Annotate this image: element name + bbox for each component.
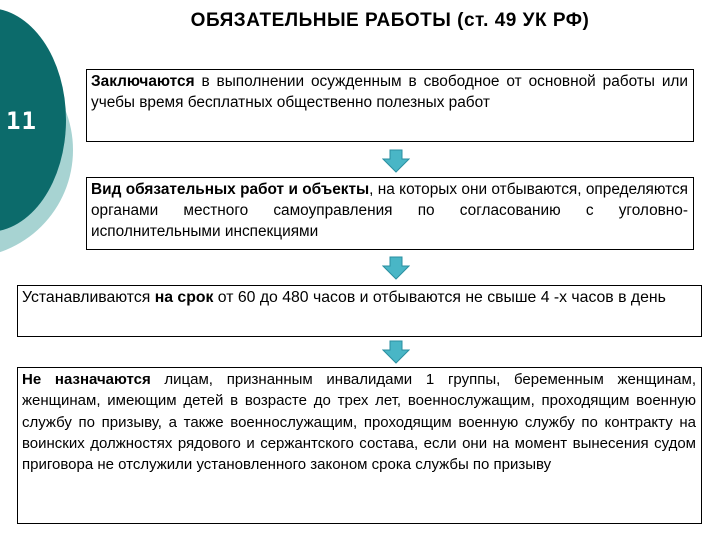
block-performed [86,69,694,142]
block-types-text: , на которых они отбываются, определяются органами местного самоуправления по согласованию с уголовно-исполнительными инспекциями [91,181,688,240]
block-not-assigned [17,367,702,524]
block-not-assigned-text: лицам, признанным инвалидами 1 группы, беременным женщинам, женщинам, имеющим детей в возрасте до трех лет, военнослужащим, проходящим военную службу по призыву, а также военнослужащим, проходящим военную службу по контракту на воинских должностях рядового и сержантского состава, если они на момент вынесения судом приговора не отслужили установленного законом срока службы по призыву [22,371,696,474]
block-term-bold: на срок [154,289,214,306]
arrow-down-icon [382,340,410,364]
slide-number: 11 [6,107,37,135]
page-title: ОБЯЗАТЕЛЬНЫЕ РАБОТЫ (ст. 49 УК РФ) [190,10,590,31]
block-types-objects [86,177,694,250]
block-term [17,285,702,337]
block-not-assigned-bold: Не назначаются [22,371,151,388]
arrow-down-icon [382,256,410,280]
decorative-circles [0,0,110,300]
block-types-bold: Вид обязательных работ и объекты [91,181,370,198]
block-term-pre: Устанавливаются [22,289,155,306]
arrow-down-icon [382,149,410,173]
block-performed-text: в выполнении осужденным в свободное от основной работы или учебы время бесплатных общественно полезных работ [91,73,688,111]
block-performed-bold: Заключаются [91,73,195,90]
block-term-text: от 60 до 480 часов и отбываются не свыше 4 -х часов в день [213,289,666,306]
